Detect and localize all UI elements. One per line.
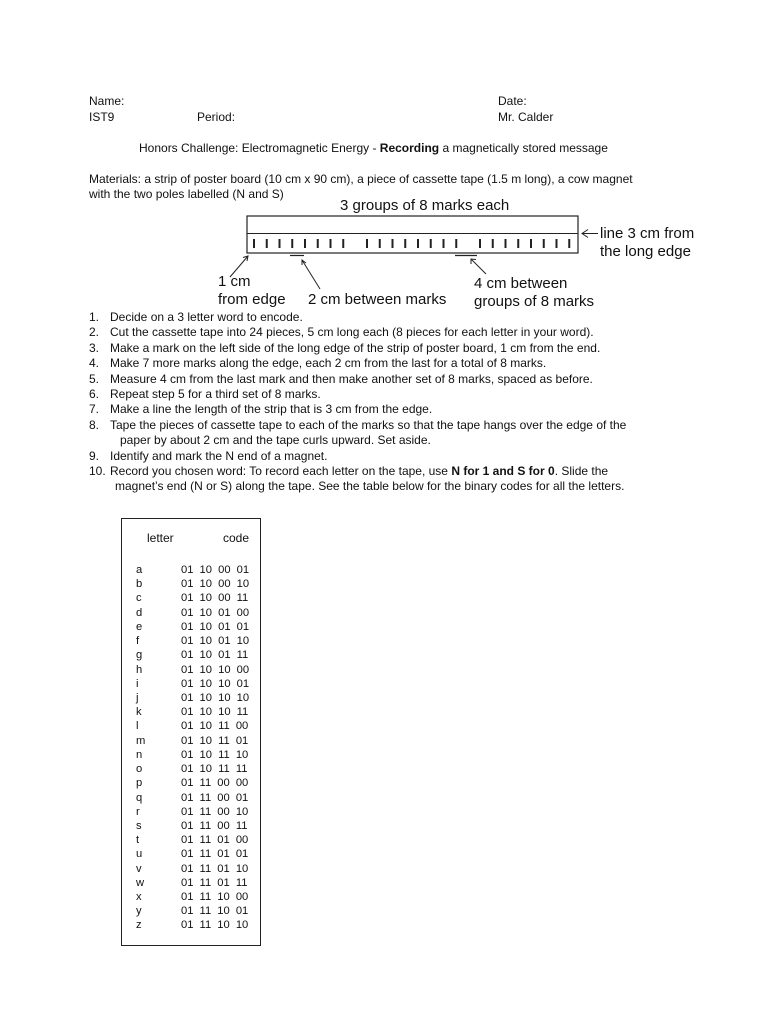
step-number: 10. bbox=[89, 464, 106, 479]
code-value: 01 11 01 11 bbox=[181, 876, 248, 889]
code-row bbox=[122, 776, 260, 790]
step-item bbox=[89, 325, 689, 340]
between-marks-label: 2 cm between marks bbox=[308, 291, 447, 308]
code-row bbox=[122, 918, 260, 932]
code-row bbox=[122, 705, 260, 719]
code-row bbox=[122, 719, 260, 733]
code-row bbox=[122, 563, 260, 577]
code-letter: f bbox=[136, 635, 140, 648]
step-number: 7. bbox=[89, 402, 100, 417]
class-label: IST9 bbox=[89, 110, 115, 124]
code-value: 01 11 01 10 bbox=[181, 862, 249, 875]
code-value: 01 10 01 00 bbox=[181, 606, 250, 619]
code-value: 01 11 00 11 bbox=[181, 819, 248, 832]
code-value: 01 11 10 00 bbox=[181, 891, 249, 904]
step-text-part: Record you chosen word: To record each letter on the tape, use bbox=[110, 464, 452, 479]
code-letter: s bbox=[136, 819, 142, 832]
code-row bbox=[122, 805, 260, 819]
code-row bbox=[122, 691, 260, 705]
code-value: 01 10 01 01 bbox=[181, 620, 250, 633]
step-text-continued: paper by about 2 cm and the tape curls upward. Set aside. bbox=[120, 433, 431, 448]
step-text: Make a line the length of the strip that is 3 cm from the edge. bbox=[110, 402, 433, 417]
code-letter: x bbox=[136, 891, 142, 904]
step-item bbox=[89, 310, 689, 325]
step-item bbox=[89, 341, 689, 356]
letter-column-header: letter bbox=[147, 531, 174, 545]
code-value: 01 11 00 00 bbox=[181, 777, 249, 790]
step-number: 4. bbox=[89, 356, 100, 371]
code-row bbox=[122, 648, 260, 662]
materials-line-2: with the two poles labelled (N and S) bbox=[89, 187, 284, 201]
line-label-1: line 3 cm from bbox=[600, 225, 695, 242]
code-value: 01 10 10 10 bbox=[181, 691, 250, 704]
code-letter: m bbox=[136, 734, 146, 747]
step-text: Make a mark on the left side of the long edge of the strip of poster board, 1 cm from the end. bbox=[110, 340, 601, 355]
code-value: 01 10 11 01 bbox=[181, 734, 249, 747]
title-suffix: a magnetically stored message bbox=[439, 141, 608, 155]
code-row bbox=[122, 734, 260, 748]
binary-code-table bbox=[121, 518, 261, 946]
step-item bbox=[89, 387, 689, 402]
code-letter: t bbox=[136, 834, 140, 847]
code-letter: y bbox=[136, 905, 142, 918]
code-value: 01 10 10 00 bbox=[181, 663, 250, 676]
code-letter: z bbox=[136, 919, 142, 932]
code-letter: l bbox=[136, 720, 139, 733]
step-text bbox=[110, 464, 689, 479]
code-value: 01 10 11 10 bbox=[181, 748, 249, 761]
code-value: 01 10 10 11 bbox=[181, 706, 249, 719]
code-letter: a bbox=[136, 564, 143, 576]
step-number: 8. bbox=[89, 417, 100, 432]
code-row bbox=[122, 620, 260, 634]
step-text: Cut the cassette tape into 24 pieces, 5 cm long each (8 pieces for each letter in your word). bbox=[110, 325, 594, 340]
code-value: 01 10 10 01 bbox=[181, 677, 250, 690]
instruction-list bbox=[89, 310, 689, 495]
code-letter: g bbox=[136, 649, 143, 662]
step-number: 1. bbox=[89, 310, 100, 324]
code-row bbox=[122, 762, 260, 776]
step-number: 6. bbox=[89, 387, 100, 402]
code-row bbox=[122, 847, 260, 861]
code-row bbox=[122, 634, 260, 648]
code-row bbox=[122, 677, 260, 691]
code-letter: i bbox=[136, 677, 139, 690]
step-number: 2. bbox=[89, 325, 100, 340]
code-letter: e bbox=[136, 620, 143, 633]
edge-label-1: 1 cm bbox=[218, 273, 251, 290]
group-label-1: 4 cm between bbox=[474, 275, 568, 292]
group-label-2: groups of 8 marks bbox=[474, 293, 595, 310]
step-item bbox=[89, 402, 689, 417]
code-value: 01 10 01 11 bbox=[181, 649, 249, 662]
code-value: 01 11 00 10 bbox=[181, 805, 249, 818]
step-number: 5. bbox=[89, 371, 100, 386]
code-value: 01 11 01 01 bbox=[181, 848, 249, 861]
edge-label-2: from edge bbox=[218, 291, 286, 308]
code-value: 01 11 10 01 bbox=[181, 905, 249, 918]
code-letter: k bbox=[136, 706, 142, 719]
line-label-2: the long edge bbox=[600, 243, 691, 260]
step-number: 9. bbox=[89, 448, 100, 463]
code-letter: n bbox=[136, 748, 143, 761]
code-letter: o bbox=[136, 763, 143, 776]
code-letter: p bbox=[136, 777, 143, 790]
step-text: Decide on a 3 letter word to encode. bbox=[110, 310, 303, 324]
code-letter: j bbox=[136, 691, 139, 704]
spacing-arrow bbox=[302, 260, 320, 289]
step-text: Identify and mark the N end of a magnet. bbox=[110, 448, 328, 463]
step-text: Repeat step 5 for a third set of 8 marks. bbox=[110, 387, 321, 402]
code-row bbox=[122, 577, 260, 591]
step-text: Measure 4 cm from the last mark and then make another set of 8 marks, spaced as before. bbox=[110, 371, 593, 386]
code-letter: q bbox=[136, 791, 143, 804]
code-column-header: code bbox=[223, 531, 250, 545]
code-value: 01 11 10 10 bbox=[181, 919, 249, 932]
period-label: Period: bbox=[197, 110, 236, 124]
step-item bbox=[89, 449, 689, 464]
step-item bbox=[89, 372, 689, 387]
code-letter: h bbox=[136, 663, 143, 676]
code-row bbox=[122, 819, 260, 833]
step-text: Make 7 more marks along the edge, each 2 cm from the last for a total of 8 marks. bbox=[110, 356, 547, 371]
code-row bbox=[122, 663, 260, 677]
code-value: 01 10 01 10 bbox=[181, 635, 250, 648]
code-value: 01 10 11 00 bbox=[181, 720, 249, 733]
poster-board-diagram bbox=[0, 0, 770, 320]
poster-board-strip bbox=[247, 216, 578, 253]
code-value: 01 11 00 01 bbox=[181, 791, 249, 804]
code-letter: r bbox=[136, 805, 140, 818]
teacher-name: Mr. Calder bbox=[498, 110, 554, 124]
code-letter: v bbox=[136, 862, 142, 875]
group-gap-arrow bbox=[471, 259, 486, 274]
code-letter: b bbox=[136, 578, 143, 591]
code-row bbox=[122, 606, 260, 620]
code-value: 01 10 00 01 bbox=[181, 564, 250, 576]
tape-marks bbox=[254, 239, 569, 248]
code-letter: w bbox=[136, 876, 145, 889]
code-row bbox=[122, 890, 260, 904]
code-row bbox=[122, 862, 260, 876]
step-text: Tape the pieces of cassette tape to each of the marks so that the tape hangs over the edge of the bbox=[110, 417, 627, 432]
code-row bbox=[122, 833, 260, 847]
step-item bbox=[89, 464, 689, 495]
diagram-top-label: 3 groups of 8 marks each bbox=[340, 197, 510, 214]
date-label: Date: bbox=[498, 94, 527, 108]
code-letter: u bbox=[136, 848, 143, 861]
code-value: 01 10 00 10 bbox=[181, 578, 250, 591]
step-item bbox=[89, 418, 689, 449]
code-row bbox=[122, 904, 260, 918]
step-item bbox=[89, 356, 689, 371]
title-bold: Recording bbox=[379, 141, 440, 155]
code-value: 01 10 00 11 bbox=[181, 592, 249, 605]
title-prefix: Honors Challenge: Electromagnetic Energy - bbox=[139, 141, 380, 155]
code-row bbox=[122, 791, 260, 805]
code-row bbox=[122, 876, 260, 890]
step-text-continued: magnet’s end (N or S) along the tape. See the table below for the binary codes for all the letters. bbox=[115, 479, 625, 494]
code-row bbox=[122, 591, 260, 605]
step-number: 3. bbox=[89, 340, 100, 355]
materials-line-1: Materials: a strip of poster board (10 cm x 90 cm), a piece of cassette tape (1.5 m long), a cow magnet bbox=[89, 172, 633, 186]
code-value: 01 10 11 11 bbox=[181, 763, 248, 776]
code-rows bbox=[122, 563, 260, 933]
name-label: Name: bbox=[89, 94, 125, 108]
code-letter: c bbox=[136, 592, 142, 605]
code-row bbox=[122, 748, 260, 762]
code-letter: d bbox=[136, 606, 143, 619]
step-text-bold: N for 1 and S for 0 bbox=[451, 464, 555, 479]
step-text-after: . Slide the bbox=[554, 464, 609, 479]
code-value: 01 11 01 00 bbox=[181, 834, 249, 847]
